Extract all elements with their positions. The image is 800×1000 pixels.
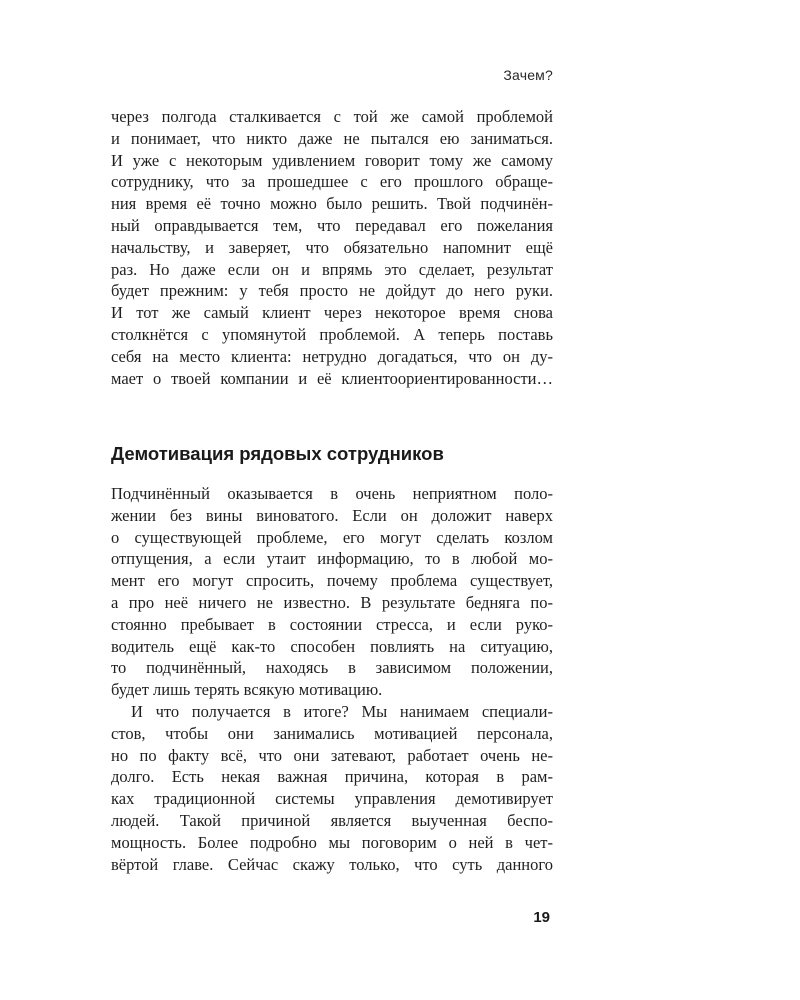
text-line: отпущения, а если утаит информацию, то в любой мо- (111, 549, 553, 569)
text-line: мощность. Более подробно мы поговорим о ней в чет- (111, 832, 553, 852)
text-line: ный оправдывается тем, что передавал его пожелания (111, 215, 553, 235)
paragraph-2 (111, 483, 553, 701)
page-number: 19 (533, 909, 550, 926)
section-heading: Демотивация рядовых сотрудников (111, 443, 444, 464)
text-line: будет лишь терять всякую мотивацию. (111, 680, 383, 700)
text-line: И тот же самый клиент через некоторое время снова (111, 303, 553, 323)
text-line: водитель ещё как-то способен повлиять на ситуацию, (111, 636, 553, 656)
text-line: И что получается в итоге? Мы нанимаем специали- (131, 702, 553, 721)
text-line: долго. Есть некая важная причина, которая в рам- (111, 767, 553, 787)
text-line: а про неё ничего не известно. В результате бедняга по- (111, 592, 553, 612)
paragraph-3 (111, 701, 553, 875)
text-line: начальству, и заверяет, что обязательно напомнит ещё (111, 237, 553, 257)
text-line: стоянно пребывает в состоянии стресса, и если руко- (111, 614, 553, 634)
text-line: ния время её точно можно было решить. Твой подчинён- (111, 194, 553, 214)
text-line: через полгода сталкивается с той же самой проблемой (111, 107, 553, 126)
text-line: И уже с некоторым удивлением говорит тому же самому (111, 150, 553, 170)
text-line: то подчинённый, находясь в зависимом положении, (111, 658, 553, 678)
text-line: мает о твоей компании и её клиентоориентированности… (111, 368, 553, 388)
text-line: ках традиционной системы управления демотивирует (111, 789, 553, 809)
text-line: но по факту всё, что они затевают, работает очень не- (111, 745, 553, 765)
text-line: стов, чтобы они занимались мотивацией персонала, (111, 723, 553, 743)
text-line: о существующей проблеме, его могут сделать козлом (111, 527, 553, 547)
text-line: жении без вины виноватого. Если он доложит наверх (111, 505, 553, 525)
text-line: раз. Но даже если он и впрямь это сделает, результат (111, 259, 553, 279)
text-line: сотруднику, что за прошедшее с его прошлого обраще- (111, 172, 553, 192)
running-head: Зачем? (503, 67, 553, 83)
text-line: и понимает, что никто даже не пытался ею заниматься. (111, 128, 553, 148)
paragraph-1 (111, 106, 553, 389)
text-line: людей. Такой причиной является выученная беспо- (111, 810, 553, 830)
text-line: вёртой главе. Сейчас скажу только, что суть данного (111, 854, 553, 874)
text-line: будет прежним: у тебя просто не дойдут до него руки. (111, 281, 553, 301)
text-line: Подчинённый оказывается в очень неприятном поло- (111, 484, 553, 503)
text-line: себя на место клиента: нетрудно догадаться, что он ду- (111, 346, 553, 366)
text-line: столкнётся с упомянутой проблемой. А теперь поставь (111, 324, 553, 344)
text-line: мент его могут спросить, почему проблема существует, (111, 571, 553, 591)
